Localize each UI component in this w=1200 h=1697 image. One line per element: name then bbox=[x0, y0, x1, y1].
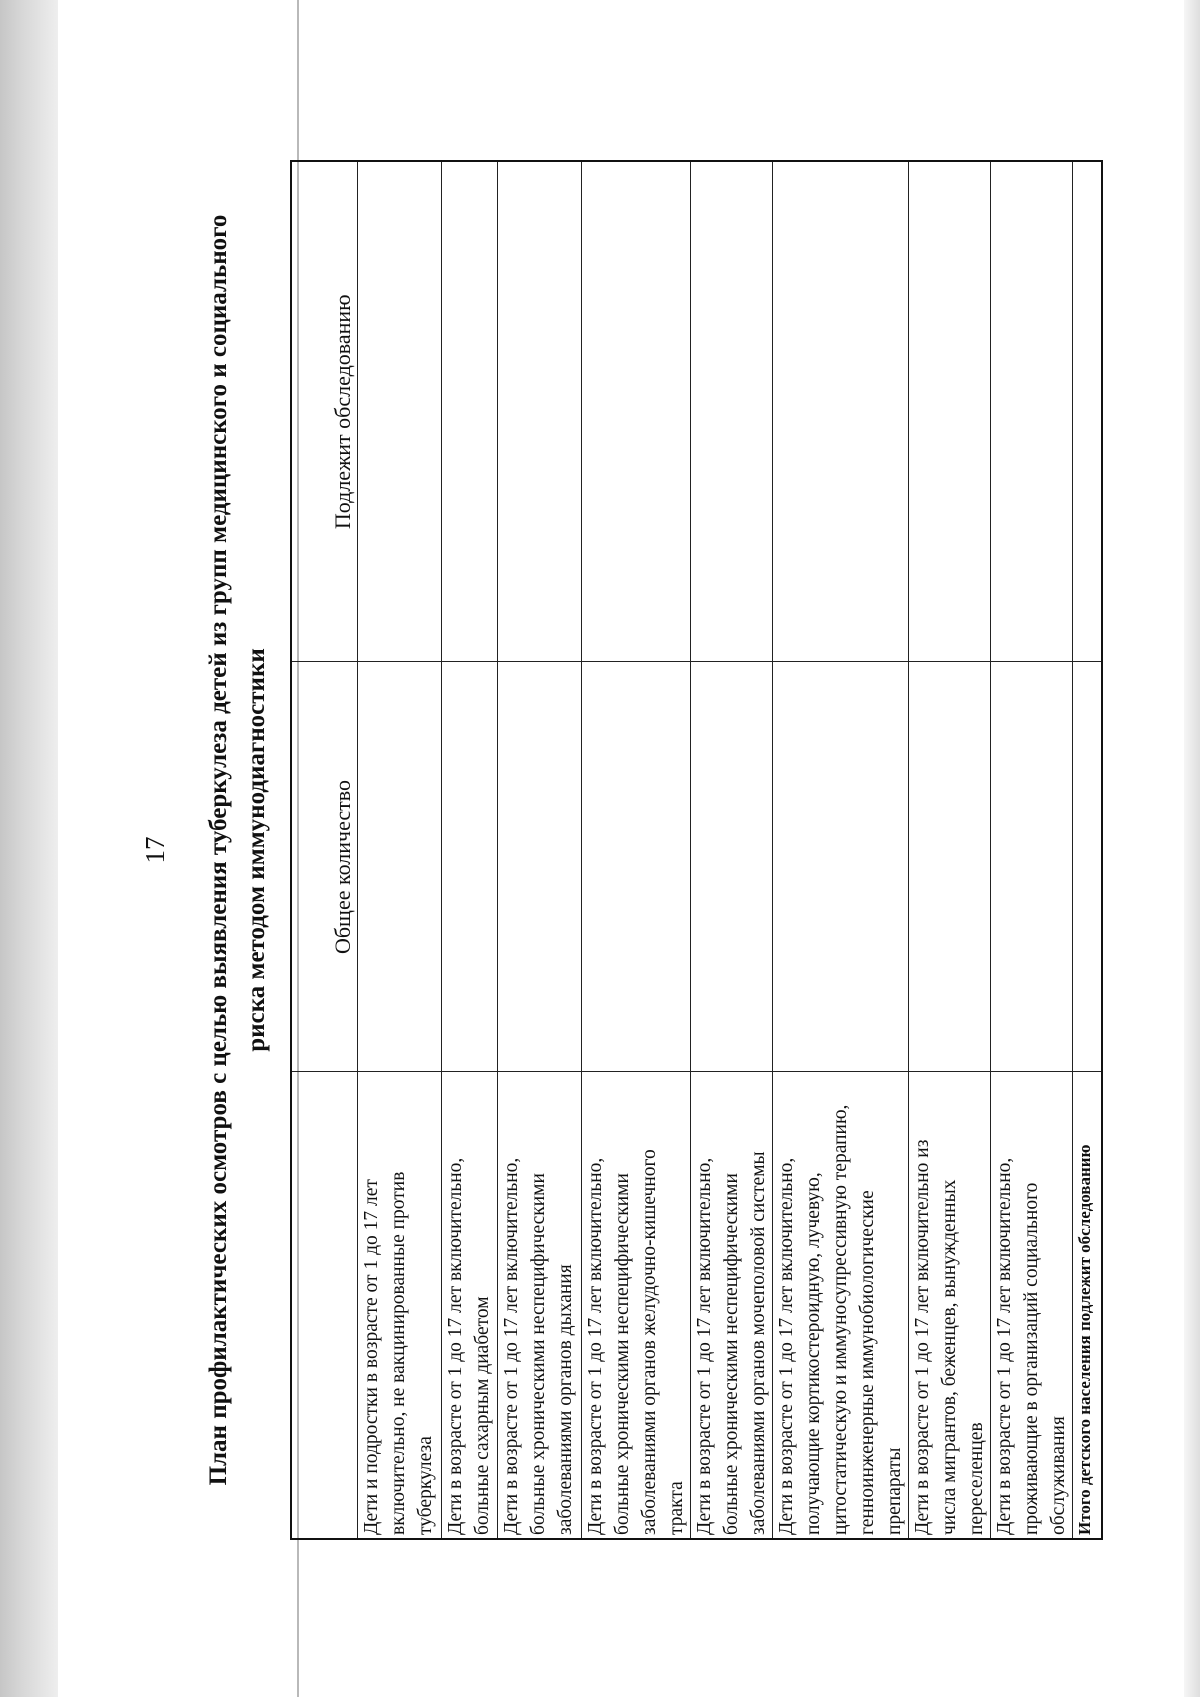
cell-to-examine[interactable] bbox=[990, 161, 1072, 662]
table-row bbox=[772, 161, 908, 1539]
total-row-label: Итого детского населения подлежит обследованию bbox=[1072, 1072, 1102, 1539]
cell-total[interactable] bbox=[1072, 662, 1102, 1072]
page-number: 17 bbox=[140, 836, 170, 864]
cell-total[interactable] bbox=[581, 662, 690, 1072]
cell-to-examine[interactable] bbox=[441, 161, 497, 662]
row-label: Дети в возрасте от 1 до 17 лет включительно, больные хроническими неспецифическими заболеваниями органов желудочно-кишечного тракта bbox=[581, 1072, 690, 1539]
table-header-row bbox=[291, 161, 357, 1539]
row-label: Дети и подростки в возрасте от 1 до 17 лет включительно, не вакцинированные против туберкулеза bbox=[357, 1072, 441, 1539]
cell-to-examine[interactable] bbox=[690, 161, 772, 662]
cell-total[interactable] bbox=[497, 662, 581, 1072]
cell-to-examine[interactable] bbox=[581, 161, 690, 662]
row-label: Дети в возрасте от 1 до 17 лет включительно, больные сахарным диабетом bbox=[441, 1072, 497, 1539]
cell-total[interactable] bbox=[908, 662, 990, 1072]
header-total-count: Общее количество bbox=[291, 662, 357, 1072]
table-row bbox=[908, 161, 990, 1539]
rotated-page bbox=[140, 140, 1094, 1560]
cell-to-examine[interactable] bbox=[497, 161, 581, 662]
table-row bbox=[690, 161, 772, 1539]
plan-table bbox=[290, 160, 1103, 1540]
row-label: Дети в возрасте от 1 до 17 лет включительно, проживающие в организаций социального обслуживания bbox=[990, 1072, 1072, 1539]
table-row bbox=[497, 161, 581, 1539]
table-row bbox=[357, 161, 441, 1539]
header-category bbox=[291, 1072, 357, 1539]
scan-margin-right bbox=[1184, 0, 1200, 1697]
row-label: Дети в возрасте от 1 до 17 лет включительно, больные хроническими неспецифическими заболеваниями органов дыхания bbox=[497, 1072, 581, 1539]
header-to-examine: Подлежит обследованию bbox=[291, 161, 357, 662]
title-line-2: риска методом иммунодиагностики bbox=[243, 648, 270, 1052]
cell-total[interactable] bbox=[772, 662, 908, 1072]
cell-total[interactable] bbox=[690, 662, 772, 1072]
table-row bbox=[581, 161, 690, 1539]
cell-total[interactable] bbox=[441, 662, 497, 1072]
row-label: Дети в возрасте от 1 до 17 лет включительно из числа мигрантов, беженцев, вынужденных переселенцев bbox=[908, 1072, 990, 1539]
table-row bbox=[990, 161, 1072, 1539]
cell-total[interactable] bbox=[357, 662, 441, 1072]
cell-total[interactable] bbox=[990, 662, 1072, 1072]
row-label: Дети в возрасте от 1 до 17 лет включительно, больные хроническими неспецифическими заболеваниями органов мочеполовой системы bbox=[690, 1072, 772, 1539]
table-row bbox=[441, 161, 497, 1539]
cell-to-examine[interactable] bbox=[357, 161, 441, 662]
document-title bbox=[200, 160, 276, 1540]
table-total-row bbox=[1072, 161, 1102, 1539]
cell-to-examine[interactable] bbox=[772, 161, 908, 662]
row-label: Дети в возрасте от 1 до 17 лет включительно, получающие кортикостероидную, лучевую, цитостатическую и иммуносупрессивную терапию, генноинженерные иммунобиологические препараты bbox=[772, 1072, 908, 1539]
title-line-1: План профилактических осмотров с целью выявления туберкулеза детей из групп медицинского и социального bbox=[205, 214, 232, 1486]
cell-to-examine[interactable] bbox=[908, 161, 990, 662]
scan-margin-left bbox=[0, 0, 58, 1697]
cell-to-examine[interactable] bbox=[1072, 161, 1102, 662]
